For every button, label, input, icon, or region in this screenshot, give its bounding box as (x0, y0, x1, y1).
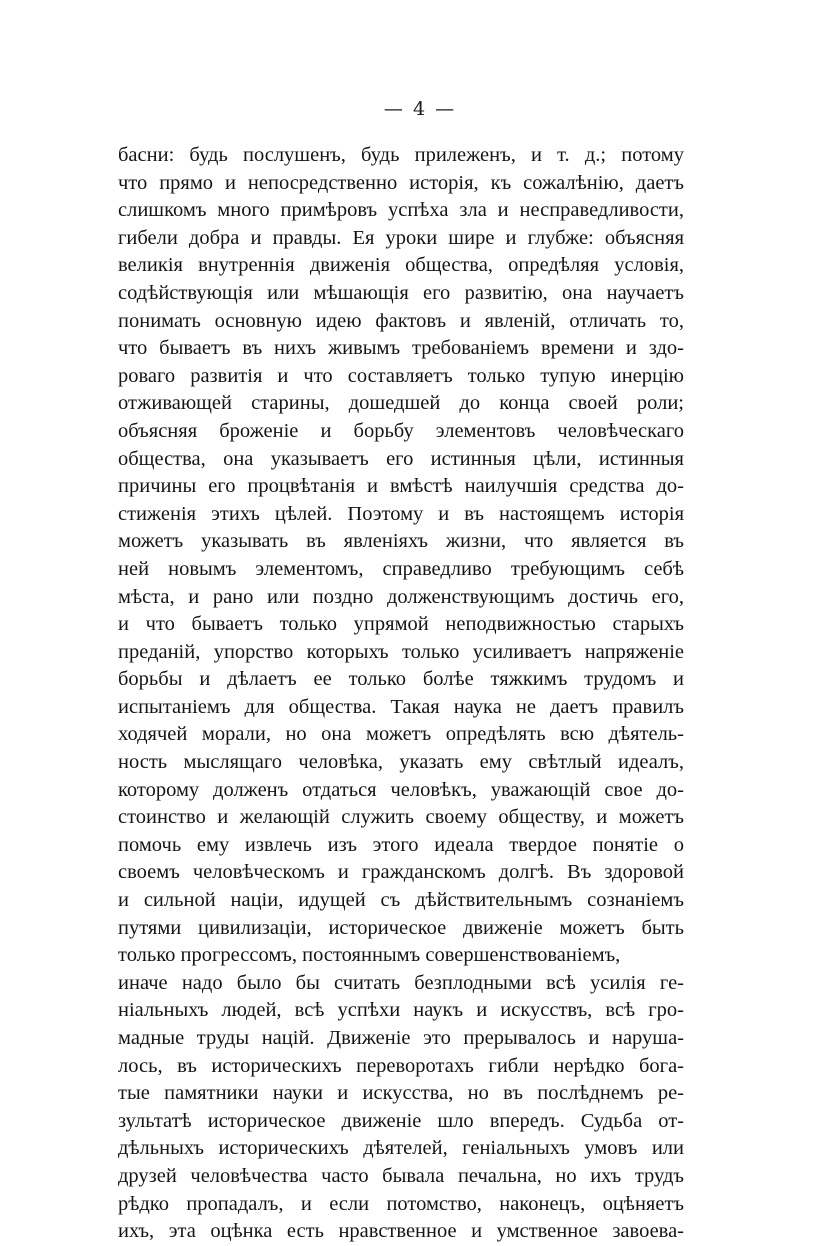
text-line: только прогрессомъ, постояннымъ совершенствованіемъ, (118, 944, 621, 967)
text-line: помочь ему извлечь изъ этого идеала твердое понятіе о (118, 833, 684, 856)
text-line: роваго развитія и что составляетъ только тупую инерцію (118, 364, 684, 387)
text-line: тые памятники науки и искусства, но въ послѣднемъ ре- (118, 1082, 684, 1105)
text-line: своемъ человѣческомъ и гражданскомъ долгѣ. Въ здоровой (118, 861, 684, 884)
text-line: путями цивилизаціи, историческое движеніе можетъ быть (118, 916, 684, 939)
text-line: иначе надо было бы считать безплодными всѣ усилія ге- (118, 971, 684, 994)
text-line: друзей человѣчества часто бывала печальна, но ихъ трудъ (118, 1164, 684, 1187)
text-line: ность мыслящаго человѣка, указать ему свѣтлый идеалъ, (118, 751, 684, 774)
text-line: дѣльныхъ историческихъ дѣятелей, геніальныхъ умовъ или (118, 1137, 684, 1160)
text-line: зультатѣ историческое движеніе шло впередъ. Судьба от- (118, 1109, 684, 1132)
text-line: можетъ указывать въ явленіяхъ жизни, что является въ (118, 530, 684, 553)
page-number: — 4 — (383, 98, 457, 120)
text-line: причины его процвѣтанія и вмѣстѣ наилучшія средства до- (118, 475, 684, 498)
text-line: лось, въ историческихъ переворотахъ гибли нерѣдко бога- (118, 1054, 684, 1077)
text-line: борьбы и дѣлаетъ ее только болѣе тяжкимъ трудомъ и (118, 668, 684, 691)
text-line: что бываетъ въ нихъ живымъ требованіемъ времени и здо- (118, 337, 684, 360)
text-line: ихъ, эта оцѣнка есть нравственное и умственное завоева- (118, 1220, 684, 1243)
text-line: испытаніемъ для общества. Такая наука не даетъ правилъ (118, 695, 684, 718)
text-line: общества, она указываетъ его истинныя цѣли, истинныя (118, 447, 684, 470)
text-line: ней новымъ элементомъ, справедливо требующимъ себѣ (118, 557, 684, 580)
text-line: мѣста, и рано или поздно долженствующимъ достичь его, (118, 585, 684, 608)
text-line: и сильной націи, идущей съ дѣйствительнымъ сознаніемъ (118, 889, 684, 912)
text-line: мадные труды націй. Движеніе это прерывалось и наруша- (118, 1027, 684, 1049)
text-line: отживающей старины, дошедшей до конца своей роли; (118, 392, 684, 415)
text-line: и что бываетъ только упрямой неподвижностью старыхъ (118, 613, 684, 636)
text-line: слишкомъ много примѣровъ успѣха зла и несправедливости, (118, 199, 684, 222)
text-line: ходячей морали, но она можетъ опредѣлять всю дѣятель- (118, 723, 684, 746)
text-line: стоинство и желающій служить своему обществу, и можетъ (118, 806, 684, 829)
text-line: басни: будь послушенъ, будь прилеженъ, и т. д.; потому (118, 144, 684, 166)
body-text (118, 142, 684, 1246)
text-line: что прямо и непосредственно исторія, къ сожалѣнію, даетъ (118, 171, 684, 194)
text-line: ніальныхъ людей, всѣ успѣхи наукъ и искусствъ, всѣ гро- (118, 999, 684, 1022)
text-line: понимать основную идею фактовъ и явленій, отличать то, (118, 309, 684, 332)
text-line: содѣйствующія или мѣшающія его развитію, она научаетъ (118, 281, 684, 304)
text-line: рѣдко пропадалъ, и если потомство, наконецъ, оцѣняетъ (118, 1192, 684, 1215)
text-line: которому долженъ отдаться человѣкъ, уважающій свое до- (118, 778, 684, 801)
text-line: стиженія этихъ цѣлей. Поэтому и въ настоящемъ исторія (118, 502, 684, 525)
text-line: великія внутреннія движенія общества, опредѣляя условія, (118, 254, 684, 277)
text-line: объясняя броженіе и борьбу элементовъ человѣческаго (118, 419, 684, 442)
text-line: гибели добра и правды. Ея уроки шире и глубже: объясняя (118, 226, 684, 249)
text-line: преданій, упорство которыхъ только усиливаетъ напряженіе (118, 640, 684, 663)
